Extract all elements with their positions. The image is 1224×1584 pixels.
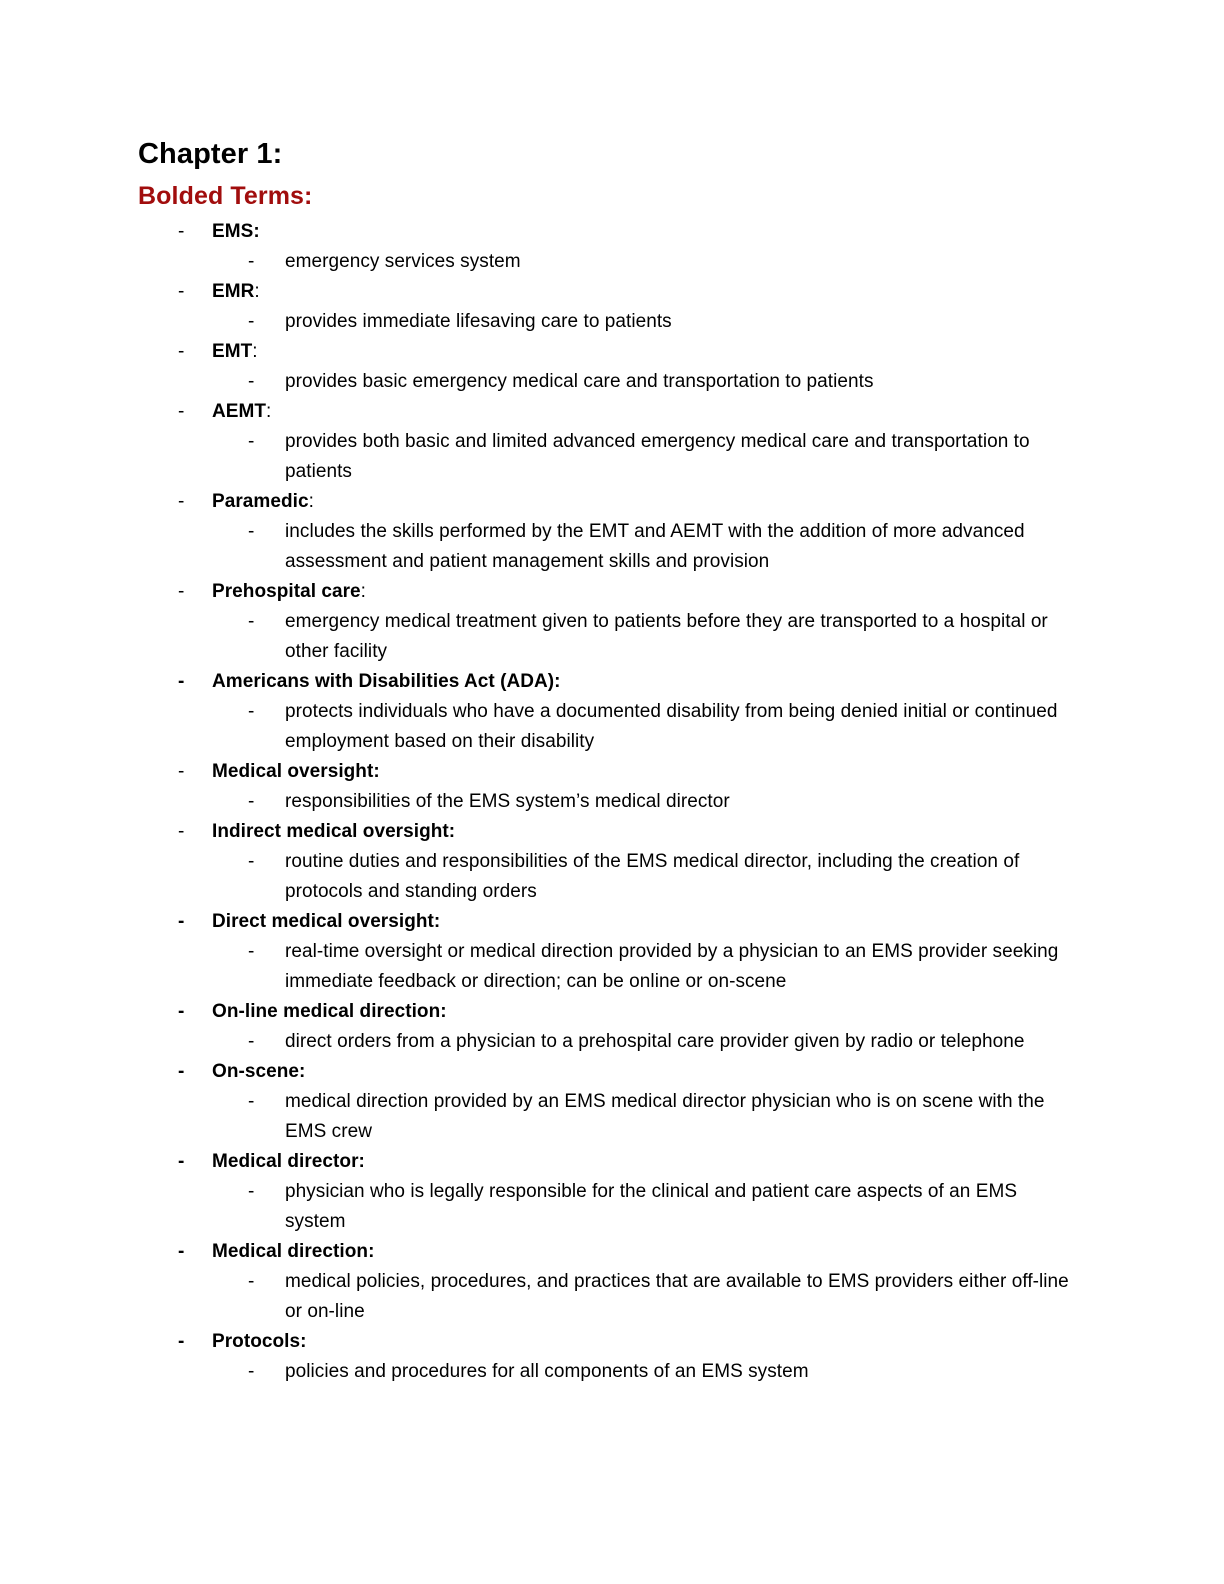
definition-list bbox=[138, 1087, 1074, 1147]
term-row bbox=[138, 1327, 1074, 1357]
definition-list bbox=[138, 1177, 1074, 1237]
term-list-item bbox=[138, 757, 1074, 817]
sub-bullet-dash-icon: - bbox=[248, 611, 255, 632]
sub-bullet-dash-icon: - bbox=[248, 791, 255, 812]
term-colon: : bbox=[358, 1151, 365, 1172]
bullet-dash-icon: - bbox=[178, 281, 185, 302]
bullet-dash-icon: - bbox=[178, 341, 185, 362]
term-colon: : bbox=[254, 281, 260, 302]
sub-bullet-dash-icon: - bbox=[248, 371, 255, 392]
definition-list bbox=[138, 427, 1074, 487]
term-row bbox=[138, 397, 1074, 427]
term-row bbox=[138, 1237, 1074, 1267]
term-colon: : bbox=[252, 341, 258, 362]
term-label: Medical director bbox=[212, 1151, 359, 1172]
term-list-item bbox=[138, 1057, 1074, 1147]
definition-row bbox=[138, 1177, 1074, 1237]
bullet-dash-icon: - bbox=[178, 401, 185, 422]
term-row bbox=[138, 1057, 1074, 1087]
definition-text: physician who is legally responsible for the clinical and patient care aspects of an EMS system bbox=[285, 1181, 1018, 1232]
term-colon: : bbox=[368, 1241, 375, 1262]
definition-list bbox=[138, 1027, 1074, 1057]
term-colon: : bbox=[300, 1331, 307, 1352]
term-row bbox=[138, 217, 1074, 247]
definition-text: direct orders from a physician to a prehospital care provider given by radio or telephone bbox=[285, 1031, 1025, 1052]
term-label: EMS bbox=[212, 221, 254, 242]
term-label: Direct medical oversight bbox=[212, 911, 434, 932]
sub-bullet-dash-icon: - bbox=[248, 851, 255, 872]
term-list-item bbox=[138, 277, 1074, 337]
definition-text: real-time oversight or medical direction provided by a physician to an EMS provider seeking immediate feedback or direction; can be online or on-scene bbox=[285, 941, 1059, 992]
definition-list bbox=[138, 247, 1074, 277]
definition-text: provides both basic and limited advanced emergency medical care and transportation to patients bbox=[285, 431, 1030, 482]
definition-list bbox=[138, 937, 1074, 997]
sub-bullet-dash-icon: - bbox=[248, 521, 255, 542]
sub-bullet-dash-icon: - bbox=[248, 1031, 255, 1052]
term-row bbox=[138, 757, 1074, 787]
bullet-dash-icon: - bbox=[178, 1001, 185, 1022]
definition-list-item bbox=[138, 697, 1074, 757]
term-label: Medical direction bbox=[212, 1241, 369, 1262]
term-list-item bbox=[138, 1147, 1074, 1237]
sub-bullet-dash-icon: - bbox=[248, 1181, 255, 1202]
bullet-dash-icon: - bbox=[178, 491, 185, 512]
term-row bbox=[138, 577, 1074, 607]
definition-list-item bbox=[138, 607, 1074, 667]
definition-list-item bbox=[138, 247, 1074, 277]
definition-text: routine duties and responsibilities of the EMS medical director, including the creation of protocols and standing orders bbox=[285, 851, 1020, 902]
term-colon: : bbox=[373, 761, 380, 782]
bullet-dash-icon: - bbox=[178, 821, 185, 842]
term-row bbox=[138, 337, 1074, 367]
term-label: EMT bbox=[212, 341, 253, 362]
definition-row bbox=[138, 1027, 1074, 1057]
term-colon: : bbox=[554, 671, 561, 692]
term-colon: : bbox=[253, 221, 260, 242]
definition-list bbox=[138, 367, 1074, 397]
term-label: Americans with Disabilities Act (ADA) bbox=[212, 671, 555, 692]
definition-list bbox=[138, 607, 1074, 667]
sub-bullet-dash-icon: - bbox=[248, 311, 255, 332]
bullet-dash-icon: - bbox=[178, 1061, 185, 1082]
definition-list-item bbox=[138, 367, 1074, 397]
bullet-dash-icon: - bbox=[178, 911, 185, 932]
definition-row bbox=[138, 247, 1074, 277]
bullet-dash-icon: - bbox=[178, 1331, 185, 1352]
term-row bbox=[138, 907, 1074, 937]
definition-row bbox=[138, 427, 1074, 487]
sub-bullet-dash-icon: - bbox=[248, 431, 255, 452]
term-label: Indirect medical oversight bbox=[212, 821, 449, 842]
sub-bullet-dash-icon: - bbox=[248, 941, 255, 962]
definition-text: provides immediate lifesaving care to patients bbox=[285, 311, 672, 332]
term-list-item bbox=[138, 577, 1074, 667]
definition-list-item bbox=[138, 1027, 1074, 1057]
bullet-dash-icon: - bbox=[178, 1151, 185, 1172]
term-colon: : bbox=[266, 401, 272, 422]
term-list-item bbox=[138, 817, 1074, 907]
sub-bullet-dash-icon: - bbox=[248, 251, 255, 272]
term-list-item bbox=[138, 337, 1074, 397]
sub-bullet-dash-icon: - bbox=[248, 1091, 255, 1112]
term-colon: : bbox=[433, 911, 441, 932]
term-row bbox=[138, 487, 1074, 517]
definition-list bbox=[138, 787, 1074, 817]
term-label: AEMT bbox=[212, 401, 267, 422]
term-colon: : bbox=[448, 821, 456, 842]
bullet-dash-icon: - bbox=[178, 671, 185, 692]
sub-bullet-dash-icon: - bbox=[248, 701, 255, 722]
definition-list bbox=[138, 1357, 1074, 1387]
definition-list bbox=[138, 307, 1074, 337]
term-label: Medical oversight bbox=[212, 761, 374, 782]
definition-text: includes the skills performed by the EMT and AEMT with the addition of more advanced assessment and patient management skills and provision bbox=[285, 521, 1025, 572]
definition-text: protects individuals who have a documented disability from being denied initial or continued employment based on their disability bbox=[285, 701, 1058, 752]
bullet-dash-icon: - bbox=[178, 1241, 185, 1262]
term-label: Protocols bbox=[212, 1331, 301, 1352]
term-label: Prehospital care bbox=[212, 581, 361, 602]
definition-text: policies and procedures for all components of an EMS system bbox=[285, 1361, 809, 1382]
term-row bbox=[138, 667, 1074, 697]
definition-row bbox=[138, 787, 1074, 817]
term-list-item bbox=[138, 997, 1074, 1057]
term-colon: : bbox=[308, 491, 314, 512]
term-list-item bbox=[138, 667, 1074, 757]
definition-list-item bbox=[138, 1177, 1074, 1237]
term-row bbox=[138, 1147, 1074, 1177]
term-label: Paramedic bbox=[212, 491, 309, 512]
term-colon: : bbox=[360, 581, 366, 602]
definition-row bbox=[138, 367, 1074, 397]
definition-text: emergency medical treatment given to patients before they are transported to a hospital or other facility bbox=[285, 611, 1048, 662]
definition-list-item bbox=[138, 427, 1074, 487]
definition-row bbox=[138, 1087, 1074, 1147]
sub-bullet-dash-icon: - bbox=[248, 1271, 255, 1292]
definition-list bbox=[138, 847, 1074, 907]
terms-outline bbox=[138, 217, 1074, 1387]
term-list-item bbox=[138, 907, 1074, 997]
term-colon: : bbox=[299, 1061, 306, 1082]
definition-list-item bbox=[138, 1087, 1074, 1147]
definition-list-item bbox=[138, 1357, 1074, 1387]
definition-row bbox=[138, 307, 1074, 337]
definition-text: medical direction provided by an EMS medical director physician who is on scene with the EMS crew bbox=[285, 1091, 1045, 1142]
term-colon: : bbox=[440, 1001, 447, 1022]
definition-row bbox=[138, 607, 1074, 667]
definition-list bbox=[138, 1267, 1074, 1327]
term-list-item bbox=[138, 487, 1074, 577]
definition-row bbox=[138, 697, 1074, 757]
definition-row bbox=[138, 847, 1074, 907]
definition-row bbox=[138, 1267, 1074, 1327]
definition-list-item bbox=[138, 1267, 1074, 1327]
term-label: On-line medical direction bbox=[212, 1001, 441, 1022]
definition-list-item bbox=[138, 787, 1074, 817]
definition-row bbox=[138, 937, 1074, 997]
term-list-item bbox=[138, 1237, 1074, 1327]
bullet-dash-icon: - bbox=[178, 581, 185, 602]
definition-text: medical policies, procedures, and practices that are available to EMS providers either off-line or on-line bbox=[285, 1271, 1069, 1322]
definition-list-item bbox=[138, 307, 1074, 337]
term-list-item bbox=[138, 217, 1074, 277]
definition-row bbox=[138, 1357, 1074, 1387]
term-row bbox=[138, 277, 1074, 307]
definition-text: emergency services system bbox=[285, 251, 521, 272]
section-heading-bolded-terms: Bolded Terms: bbox=[138, 182, 313, 210]
term-list-item bbox=[138, 1327, 1074, 1387]
term-list-item bbox=[138, 397, 1074, 487]
page-title: Chapter 1: bbox=[138, 138, 283, 170]
term-label: EMR bbox=[212, 281, 255, 302]
definition-text: provides basic emergency medical care and transportation to patients bbox=[285, 371, 874, 392]
definition-list bbox=[138, 517, 1074, 577]
term-row bbox=[138, 997, 1074, 1027]
bullet-dash-icon: - bbox=[178, 221, 185, 242]
definition-list-item bbox=[138, 937, 1074, 997]
definition-row bbox=[138, 517, 1074, 577]
term-label: On-scene bbox=[212, 1061, 299, 1082]
sub-bullet-dash-icon: - bbox=[248, 1361, 255, 1382]
definition-list bbox=[138, 697, 1074, 757]
term-row bbox=[138, 817, 1074, 847]
bullet-dash-icon: - bbox=[178, 761, 185, 782]
definition-text: responsibilities of the EMS system’s medical director bbox=[285, 791, 730, 812]
definition-list-item bbox=[138, 847, 1074, 907]
definition-list-item bbox=[138, 517, 1074, 577]
